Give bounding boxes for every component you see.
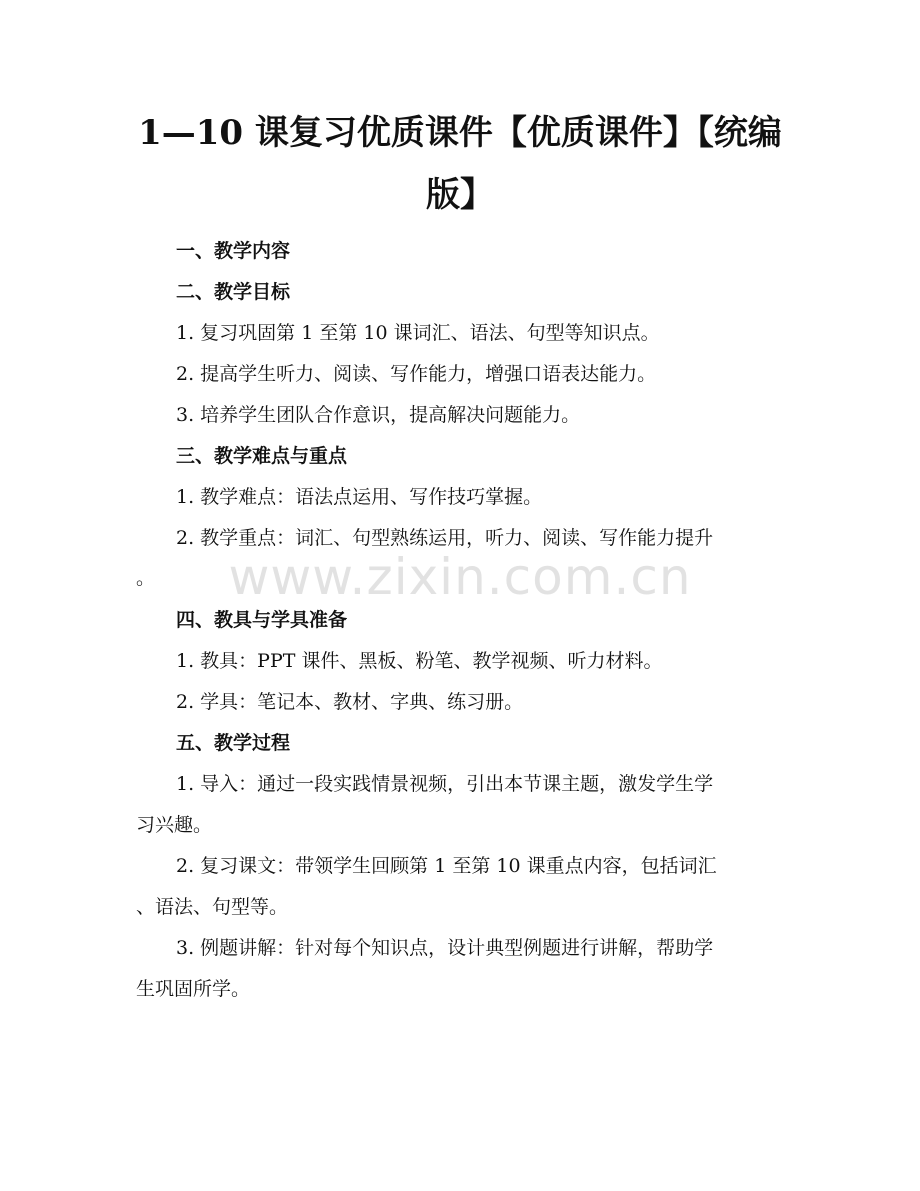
- section-heading-teaching-objectives: 二、教学目标: [176, 281, 291, 303]
- difficulty-item-1: 1. 教学难点：语法点运用、写作技巧掌握。: [176, 486, 543, 508]
- watermark-text: www.zixin.com.cn: [228, 548, 692, 606]
- objective-item-2: 2. 提高学生听力、阅读、写作能力，增强口语表达能力。: [176, 363, 657, 385]
- section-heading-teaching-content: 一、教学内容: [176, 240, 291, 262]
- key-point-item-2-line-1: 2. 教学重点：词汇、句型熟练运用，听力、阅读、写作能力提升: [176, 527, 714, 549]
- process-item-2-line-2: 、语法、句型等。: [136, 896, 289, 918]
- objective-item-1: 1. 复习巩固第 1 至第 10 课词汇、语法、句型等知识点。: [176, 322, 660, 344]
- section-heading-difficulties-key-points: 三、教学难点与重点: [176, 445, 348, 467]
- process-item-1-line-1: 1. 导入：通过一段实践情景视频，引出本节课主题，激发学生学: [176, 773, 714, 795]
- learning-aids-item-2: 2. 学具：笔记本、教材、字典、练习册。: [176, 691, 524, 713]
- key-point-item-2-line-2: 。: [136, 567, 156, 589]
- document-title-line-1: 1—10 课复习优质课件【优质课件】【统编: [138, 113, 782, 153]
- process-item-3-line-1: 3. 例题讲解：针对每个知识点，设计典型例题进行讲解，帮助学: [176, 937, 714, 959]
- process-item-1-line-2: 习兴趣。: [136, 814, 213, 836]
- objective-item-3: 3. 培养学生团队合作意识，提高解决问题能力。: [176, 404, 581, 426]
- process-item-2-line-1: 2. 复习课文：带领学生回顾第 1 至第 10 课重点内容，包括词汇: [176, 855, 717, 877]
- section-heading-teaching-process: 五、教学过程: [176, 732, 291, 754]
- teaching-aids-item-1: 1. 教具：PPT 课件、黑板、粉笔、教学视频、听力材料。: [176, 650, 663, 672]
- section-heading-teaching-aids: 四、教具与学具准备: [176, 609, 348, 631]
- document-title-line-2: 版】: [426, 175, 494, 215]
- process-item-3-line-2: 生巩固所学。: [136, 978, 251, 1000]
